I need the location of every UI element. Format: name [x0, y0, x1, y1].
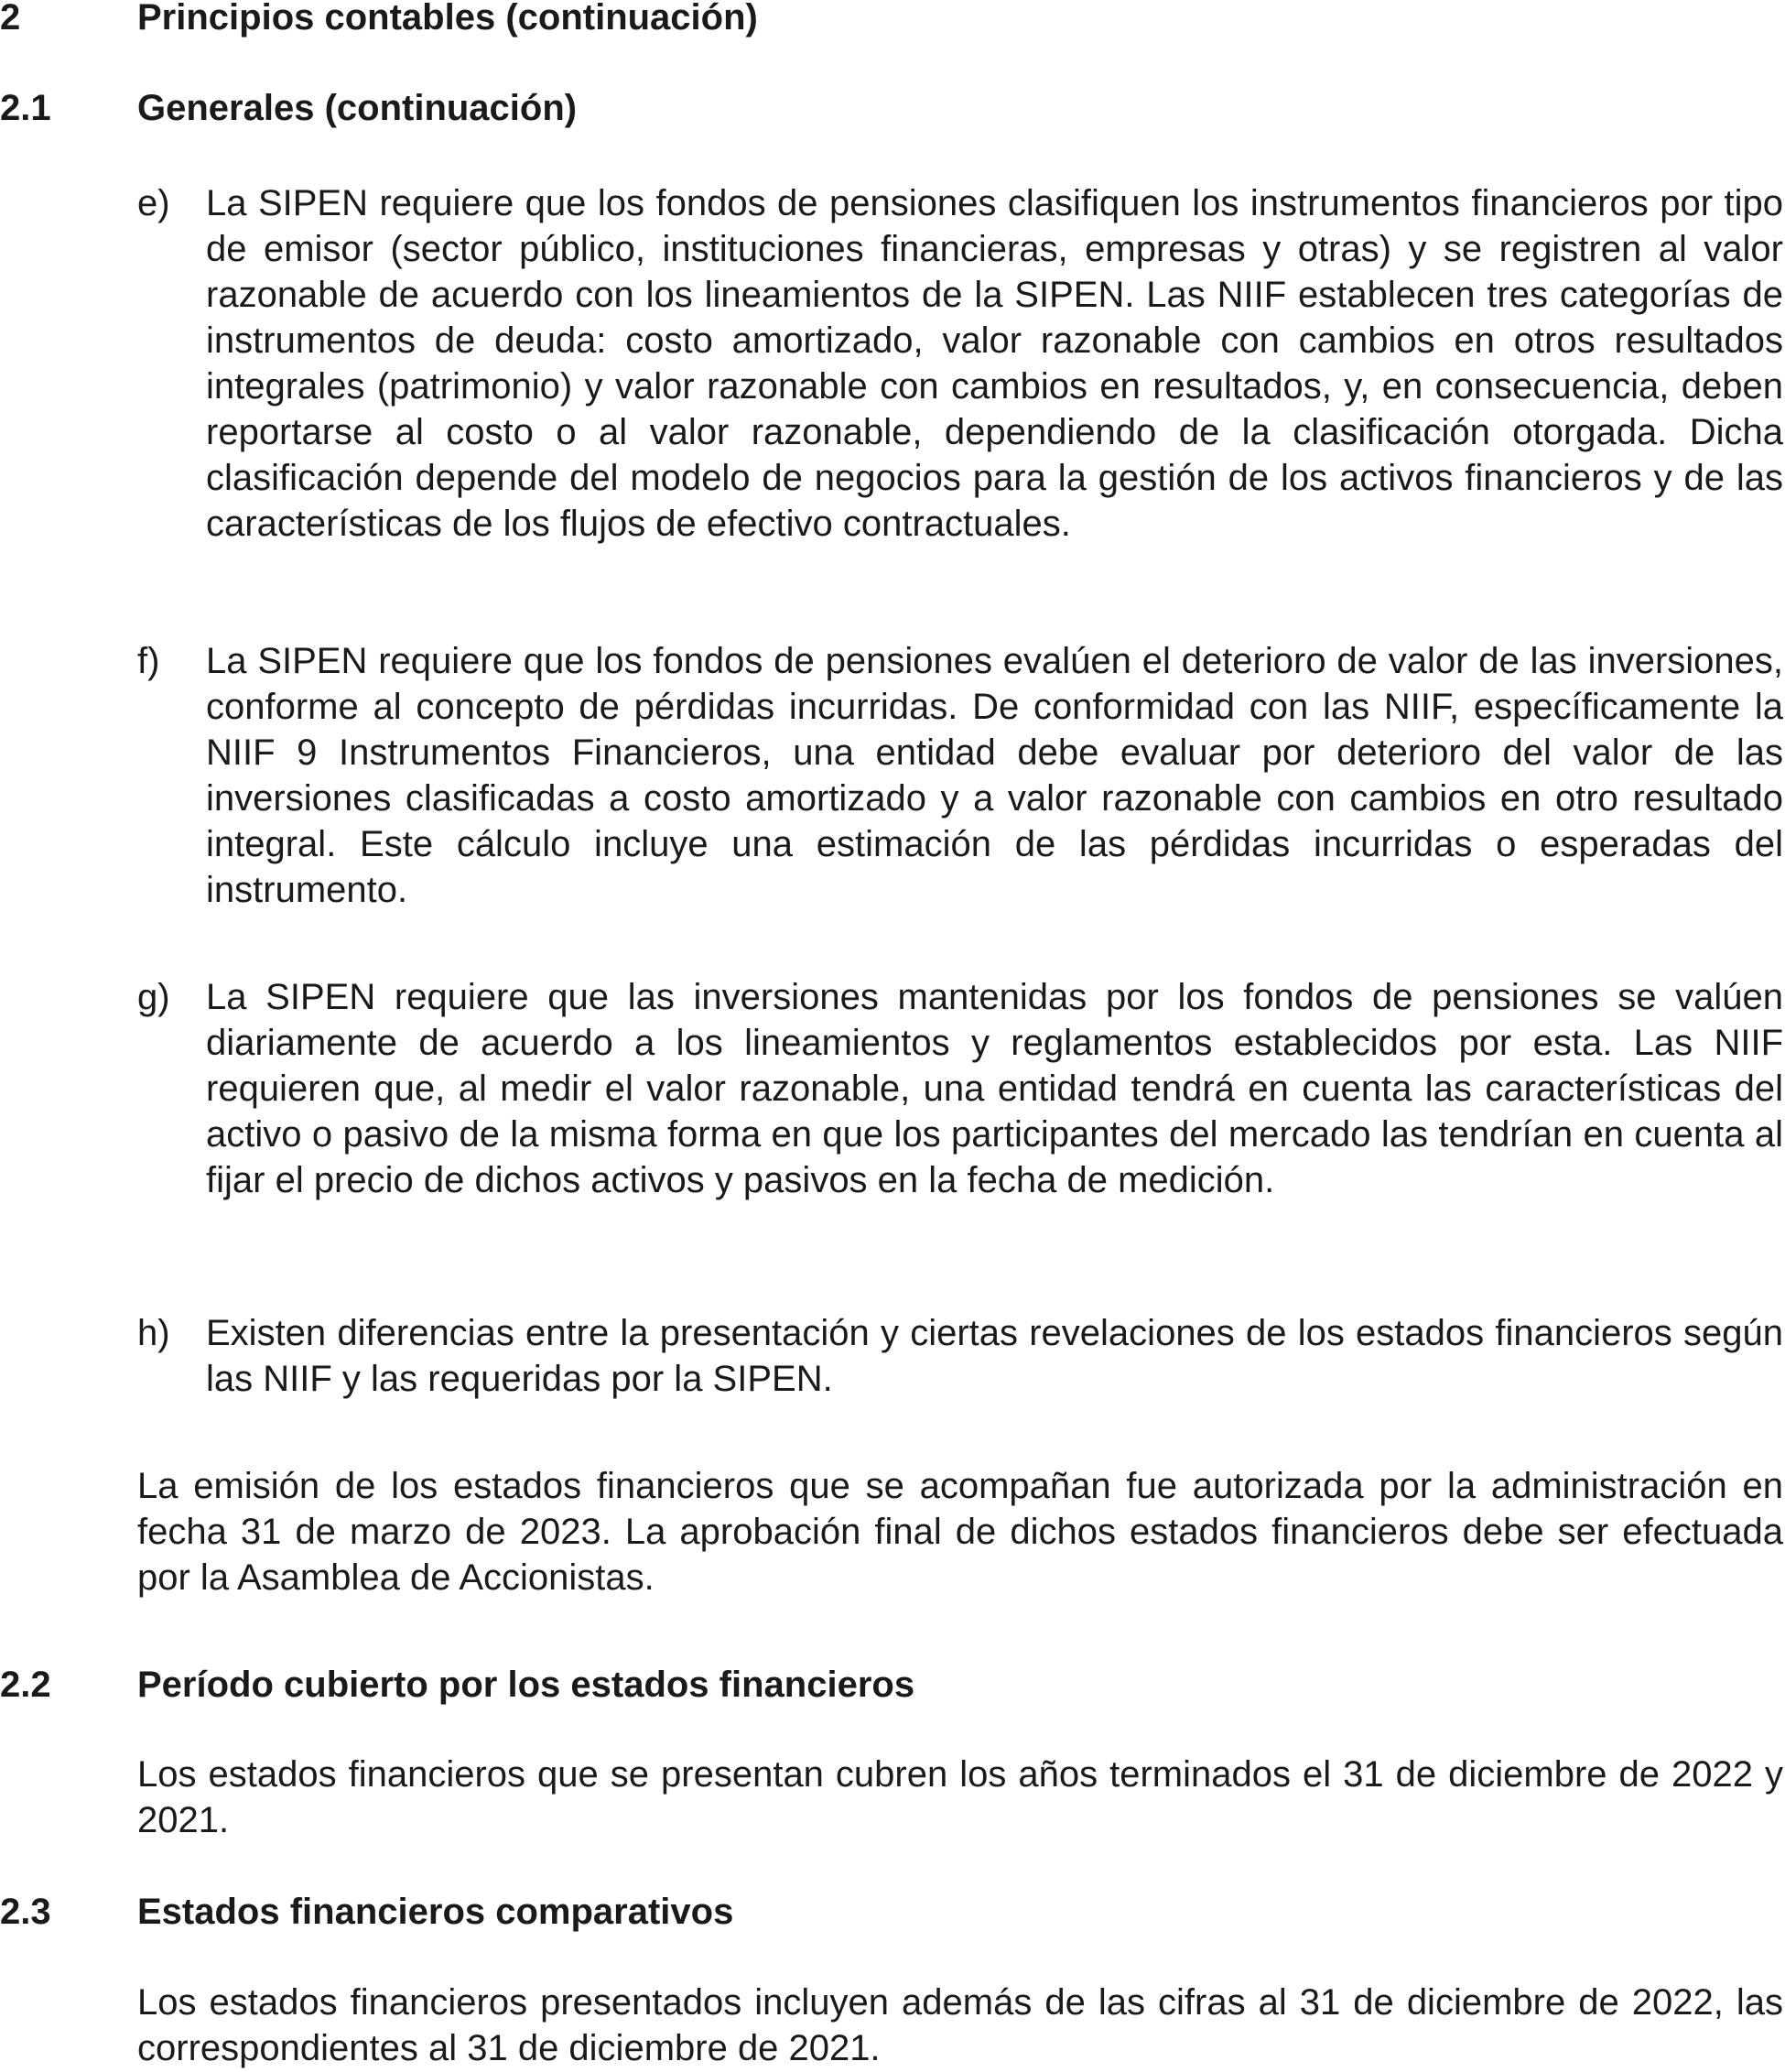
section-number: 2.2	[0, 1665, 51, 1705]
section-number: 2.1	[0, 88, 51, 128]
period-paragraph: Los estados financieros que se presentan cubren los años terminados el 31 de diciembre de 2022 y 2021.	[137, 1754, 1783, 1840]
item-letter: f)	[137, 641, 160, 681]
item-text: La SIPEN requiere que las inversiones mantenidas por los fondos de pensiones se valúen diariamente de acuerdo a los lineamientos y reglamentos establecidos por esta. Las NIIF requieren que, al medir el valor razonable, una entidad tendrá en cuenta las características del activo o pasivo de la misma forma en que los participantes del mercado las tendrían en cuenta al fijar el precio de dichos activos y pasivos en la fecha de medición.	[206, 977, 1783, 1200]
section-title: Generales (continuación)	[137, 88, 578, 128]
authorization-paragraph: La emisión de los estados financieros que se acompañan fue autorizada por la administración en fecha 31 de marzo de 2023. La aprobación final de dichos estados financieros debe ser efectuada por la Asamblea de Accionistas.	[137, 1466, 1783, 1598]
item-letter: e)	[137, 183, 170, 223]
item-text: La SIPEN requiere que los fondos de pensiones clasifiquen los instrumentos financieros por tipo de emisor (sector público, instituciones financieras, empresas y otras) y se registren al valor razonable de acuerdo con los lineamientos de la SIPEN. Las NIIF establecen tres categorías de instrumentos de deuda: costo amortizado, valor razonable con cambios en otros resultados integrales (patrimonio) y valor razonable con cambios en resultados, y, en consecuencia, deben reportarse al costo o al valor razonable, dependiendo de la clasificación otorgada. Dicha clasificación depende del modelo de negocios para la gestión de los activos financieros y de las características de los flujos de efectivo contractuales.	[206, 183, 1783, 544]
section-number: 2	[0, 0, 21, 38]
item-letter: h)	[137, 1313, 170, 1353]
section-number: 2.3	[0, 1892, 51, 1932]
list-item-g	[137, 974, 1783, 1203]
section-title: Estados financieros comparativos	[137, 1892, 734, 1932]
list-item-e	[137, 180, 1783, 547]
item-text: Existen diferencias entre la presentación y ciertas revelaciones de los estados financieros según las NIIF y las requeridas por la SIPEN.	[206, 1313, 1783, 1399]
comparative-paragraph: Los estados financieros presentados incluyen además de las cifras al 31 de diciembre de 2022, las correspondientes al 31 de diciembre de 2021.	[137, 1982, 1783, 2068]
section-title: Principios contables (continuación)	[137, 0, 758, 38]
list-item-h	[137, 1310, 1783, 1402]
list-item-f	[137, 638, 1783, 913]
section-title: Período cubierto por los estados financieros	[137, 1665, 915, 1705]
item-letter: g)	[137, 977, 170, 1017]
item-text: La SIPEN requiere que los fondos de pensiones evalúen el deterioro de valor de las inversiones, conforme al concepto de pérdidas incurridas. De conformidad con las NIIF, específicamente la NIIF 9 Instrumentos Financieros, una entidad debe evaluar por deterioro del valor de las inversiones clasificadas a costo amortizado y a valor razonable con cambios en otro resultado integral. Este cálculo incluye una estimación de las pérdidas incurridas o esperadas del instrumento.	[206, 641, 1783, 910]
